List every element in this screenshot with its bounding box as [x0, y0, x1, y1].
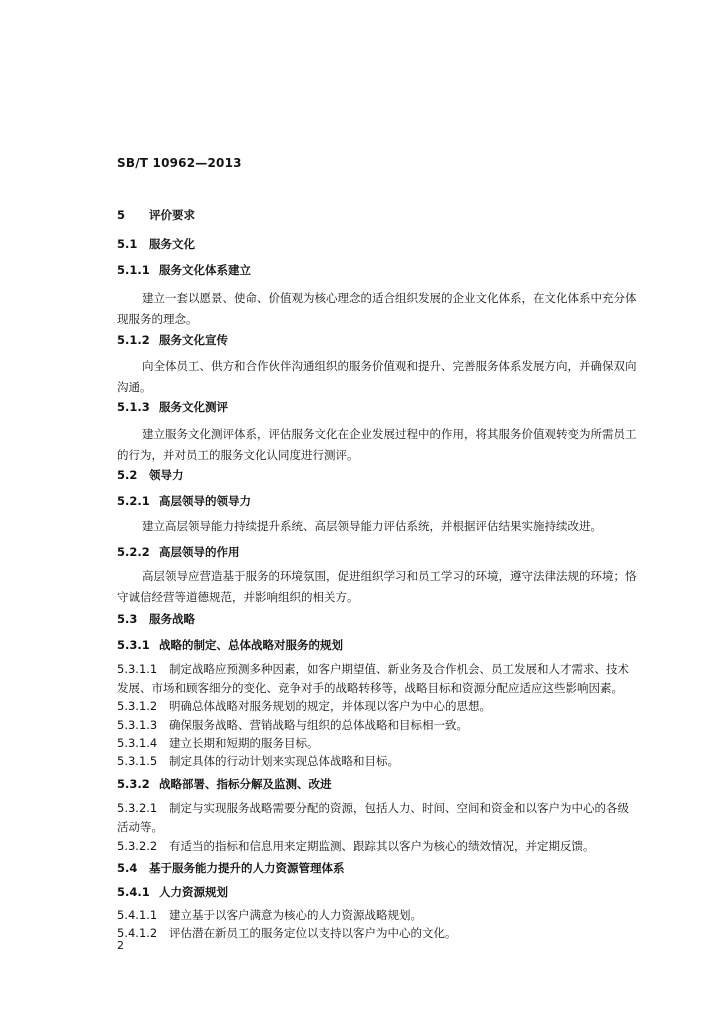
heading-5-2-1: 5.2.1 高层领导的领导力: [117, 494, 251, 508]
item-5-3-2-2: 5.3.2.2 有适当的指标和信息用来定期监测、跟踪其以客户为核心的绩效情况，并定期反馈。: [117, 839, 595, 853]
item-5-3-1-4: 5.3.1.4 建立长期和短期的服务目标。: [117, 736, 319, 750]
heading-5-1-3: 5.1.3 服务文化测评: [117, 400, 228, 414]
heading-5-1-1: 5.1.1 服务文化体系建立: [117, 263, 251, 277]
heading-5-1: 5.1 服务文化: [117, 237, 195, 251]
standard-code: SB/T 10962—2013: [117, 156, 242, 170]
paragraph-5-1-1: 建立一套以愿景、使命、价值观为核心理念的适合组织发展的企业文化体系，在文化体系中充分体现服务的理念。: [117, 291, 637, 326]
heading-5-2: 5.2 领导力: [117, 468, 184, 482]
heading-5-3: 5.3 服务战略: [117, 612, 195, 626]
heading-5-1-2: 5.1.2 服务文化宣传: [117, 333, 228, 347]
item-5-3-1-1: 5.3.1.1 制定战略应预测多种因素，如客户期望值、新业务及合作机会、员工发展和人才需求、技术发展、市场和顾客细分的变化、竞争对手的战略转移等，战略目标和资源分配应适应这些影响因素。: [117, 662, 629, 695]
item-5-4-1-1: 5.4.1.1 建立基于以客户满意为核心的人力资源战略规划。: [117, 908, 422, 922]
heading-5-4: 5.4 基于服务能力提升的人力资源管理体系: [117, 861, 345, 875]
item-5-3-2-1: 5.3.2.1 制定与实现服务战略需要分配的资源，包括人力、时间、空间和资金和以客户为中心的各级活动等。: [117, 801, 629, 834]
paragraph-5-2-1: 建立高层领导能力持续提升系统、高层领导能力评估系统，并根据评估结果实施持续改进。: [142, 519, 602, 533]
page-number: 2: [117, 939, 124, 952]
paragraph-5-2-2: 高层领导应营造基于服务的环境氛围，促进组织学习和员工学习的环境，遵守法律法规的环境；恪守诚信经营等道德规范，并影响组织的相关方。: [117, 569, 637, 604]
heading-5-3-1: 5.3.1 战略的制定、总体战略对服务的规划: [117, 638, 343, 652]
paragraph-5-1-2: 向全体员工、供方和合作伙伴沟通组织的服务价值观和提升、完善服务体系发展方向，并确保双向沟通。: [117, 359, 637, 394]
heading-5-4-1: 5.4.1 人力资源规划: [117, 885, 228, 899]
paragraph-5-1-3: 建立服务文化测评体系，评估服务文化在企业发展过程中的作用，将其服务价值观转变为所需员工的行为，并对员工的服务文化认同度进行测评。: [117, 427, 637, 462]
heading-5-2-2: 5.2.2 高层领导的作用: [117, 545, 240, 559]
item-5-3-1-2: 5.3.1.2 明确总体战略对服务规划的规定，并体现以客户为中心的思想。: [117, 699, 491, 713]
item-5-3-1-5: 5.3.1.5 制定具体的行动计划来实现总体战略和目标。: [117, 754, 399, 768]
heading-5: 5 评价要求: [117, 208, 195, 222]
item-5-3-1-3: 5.3.1.3 确保服务战略、营销战略与组织的总体战略和目标相一致。: [117, 718, 468, 732]
heading-5-3-2: 5.3.2 战略部署、指标分解及监测、改进: [117, 777, 332, 791]
item-5-4-1-2: 5.4.1.2 评估潜在新员工的服务定位以支持以客户为中心的文化。: [117, 926, 457, 940]
